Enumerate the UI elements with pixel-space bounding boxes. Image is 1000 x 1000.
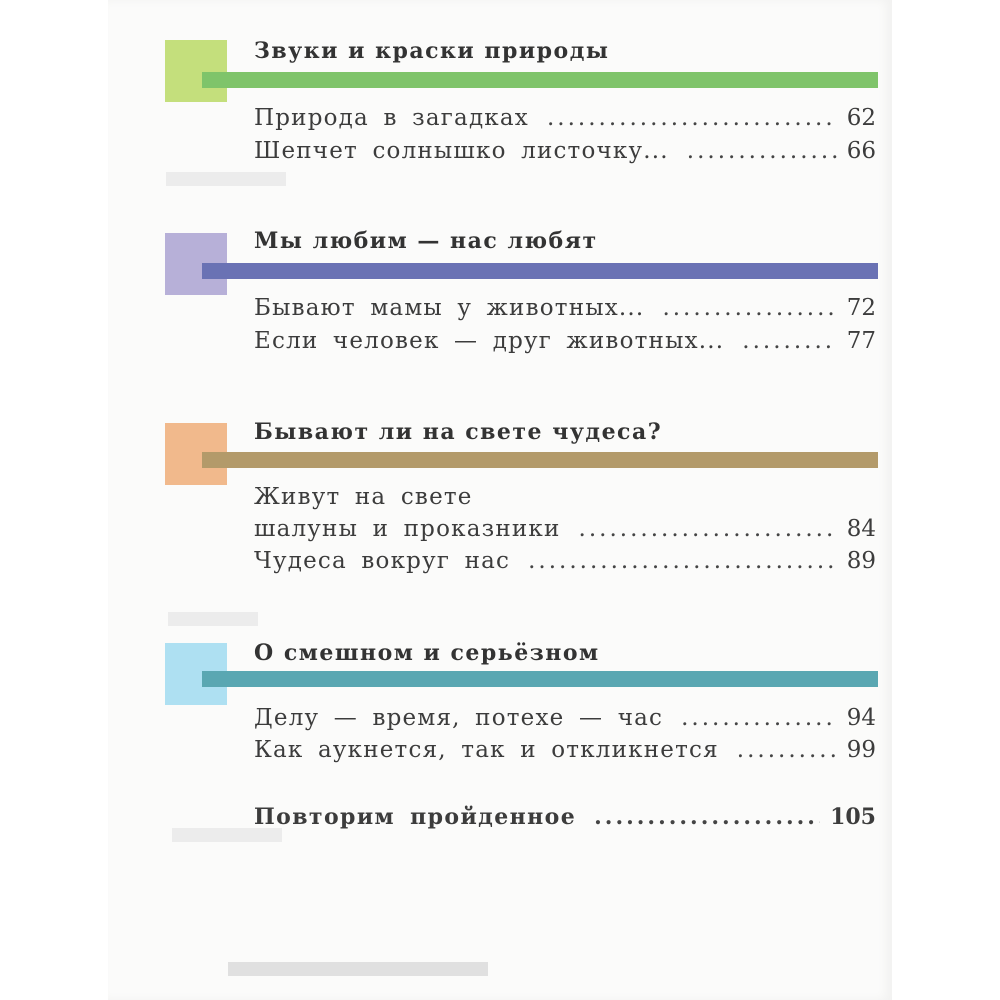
entry-page: 105 (830, 804, 876, 830)
dot-leader (528, 548, 837, 574)
entry-title: Бывают мамы у животных... (254, 295, 645, 321)
toc-final-entry[interactable] (254, 804, 876, 830)
bleed-through-mark (228, 962, 488, 976)
dot-leader (681, 705, 837, 731)
dot-leader (547, 105, 837, 131)
section-heading: О смешном и серьёзном (254, 640, 600, 666)
entry-title: Чудеса вокруг нас (254, 548, 511, 574)
toc-entry (254, 484, 876, 510)
entry-page: 62 (846, 105, 876, 131)
dot-leader (594, 804, 820, 830)
toc-entry[interactable] (254, 737, 876, 763)
section-heading: Мы любим — нас любят (254, 228, 598, 254)
entry-page: 72 (846, 295, 876, 321)
section-heading: Звуки и краски природы (254, 38, 610, 64)
entry-page: 89 (846, 548, 876, 574)
entry-title: Делу — время, потехе — час (254, 705, 664, 731)
section-color-bar (202, 263, 878, 279)
toc-entry[interactable] (254, 105, 876, 131)
dot-leader (742, 328, 836, 354)
entry-title: Шепчет солнышко листочку... (254, 138, 669, 164)
toc-entry[interactable] (254, 295, 876, 321)
dot-leader (662, 295, 836, 321)
section-color-bar (202, 452, 878, 468)
section-color-square (165, 40, 227, 102)
entry-title: Как аукнется, так и откликнется (254, 737, 719, 763)
bleed-through-mark (172, 828, 282, 842)
entry-page: 77 (846, 328, 876, 354)
entry-page: 84 (846, 516, 876, 542)
dot-leader (737, 737, 837, 763)
entry-title: Повторим пройденное (254, 804, 577, 830)
entry-page: 99 (846, 737, 876, 763)
entry-page: 66 (846, 138, 876, 164)
toc-entry[interactable] (254, 328, 876, 354)
entry-title: Живут на свете (254, 484, 473, 510)
section-color-bar (202, 72, 878, 88)
bleed-through-mark (166, 172, 286, 186)
toc-entry[interactable] (254, 516, 876, 542)
section-color-bar (202, 671, 878, 687)
toc-entry[interactable] (254, 705, 876, 731)
entry-page: 94 (846, 705, 876, 731)
entry-title: шалуны и проказники (254, 516, 561, 542)
toc-entry[interactable] (254, 138, 876, 164)
entry-title: Природа в загадках (254, 105, 529, 131)
entry-title: Если человек — друг животных... (254, 328, 725, 354)
section-heading: Бывают ли на свете чудеса? (254, 419, 663, 445)
dot-leader (579, 516, 837, 542)
toc-entry[interactable] (254, 548, 876, 574)
bleed-through-mark (168, 612, 258, 626)
dot-leader (687, 138, 837, 164)
